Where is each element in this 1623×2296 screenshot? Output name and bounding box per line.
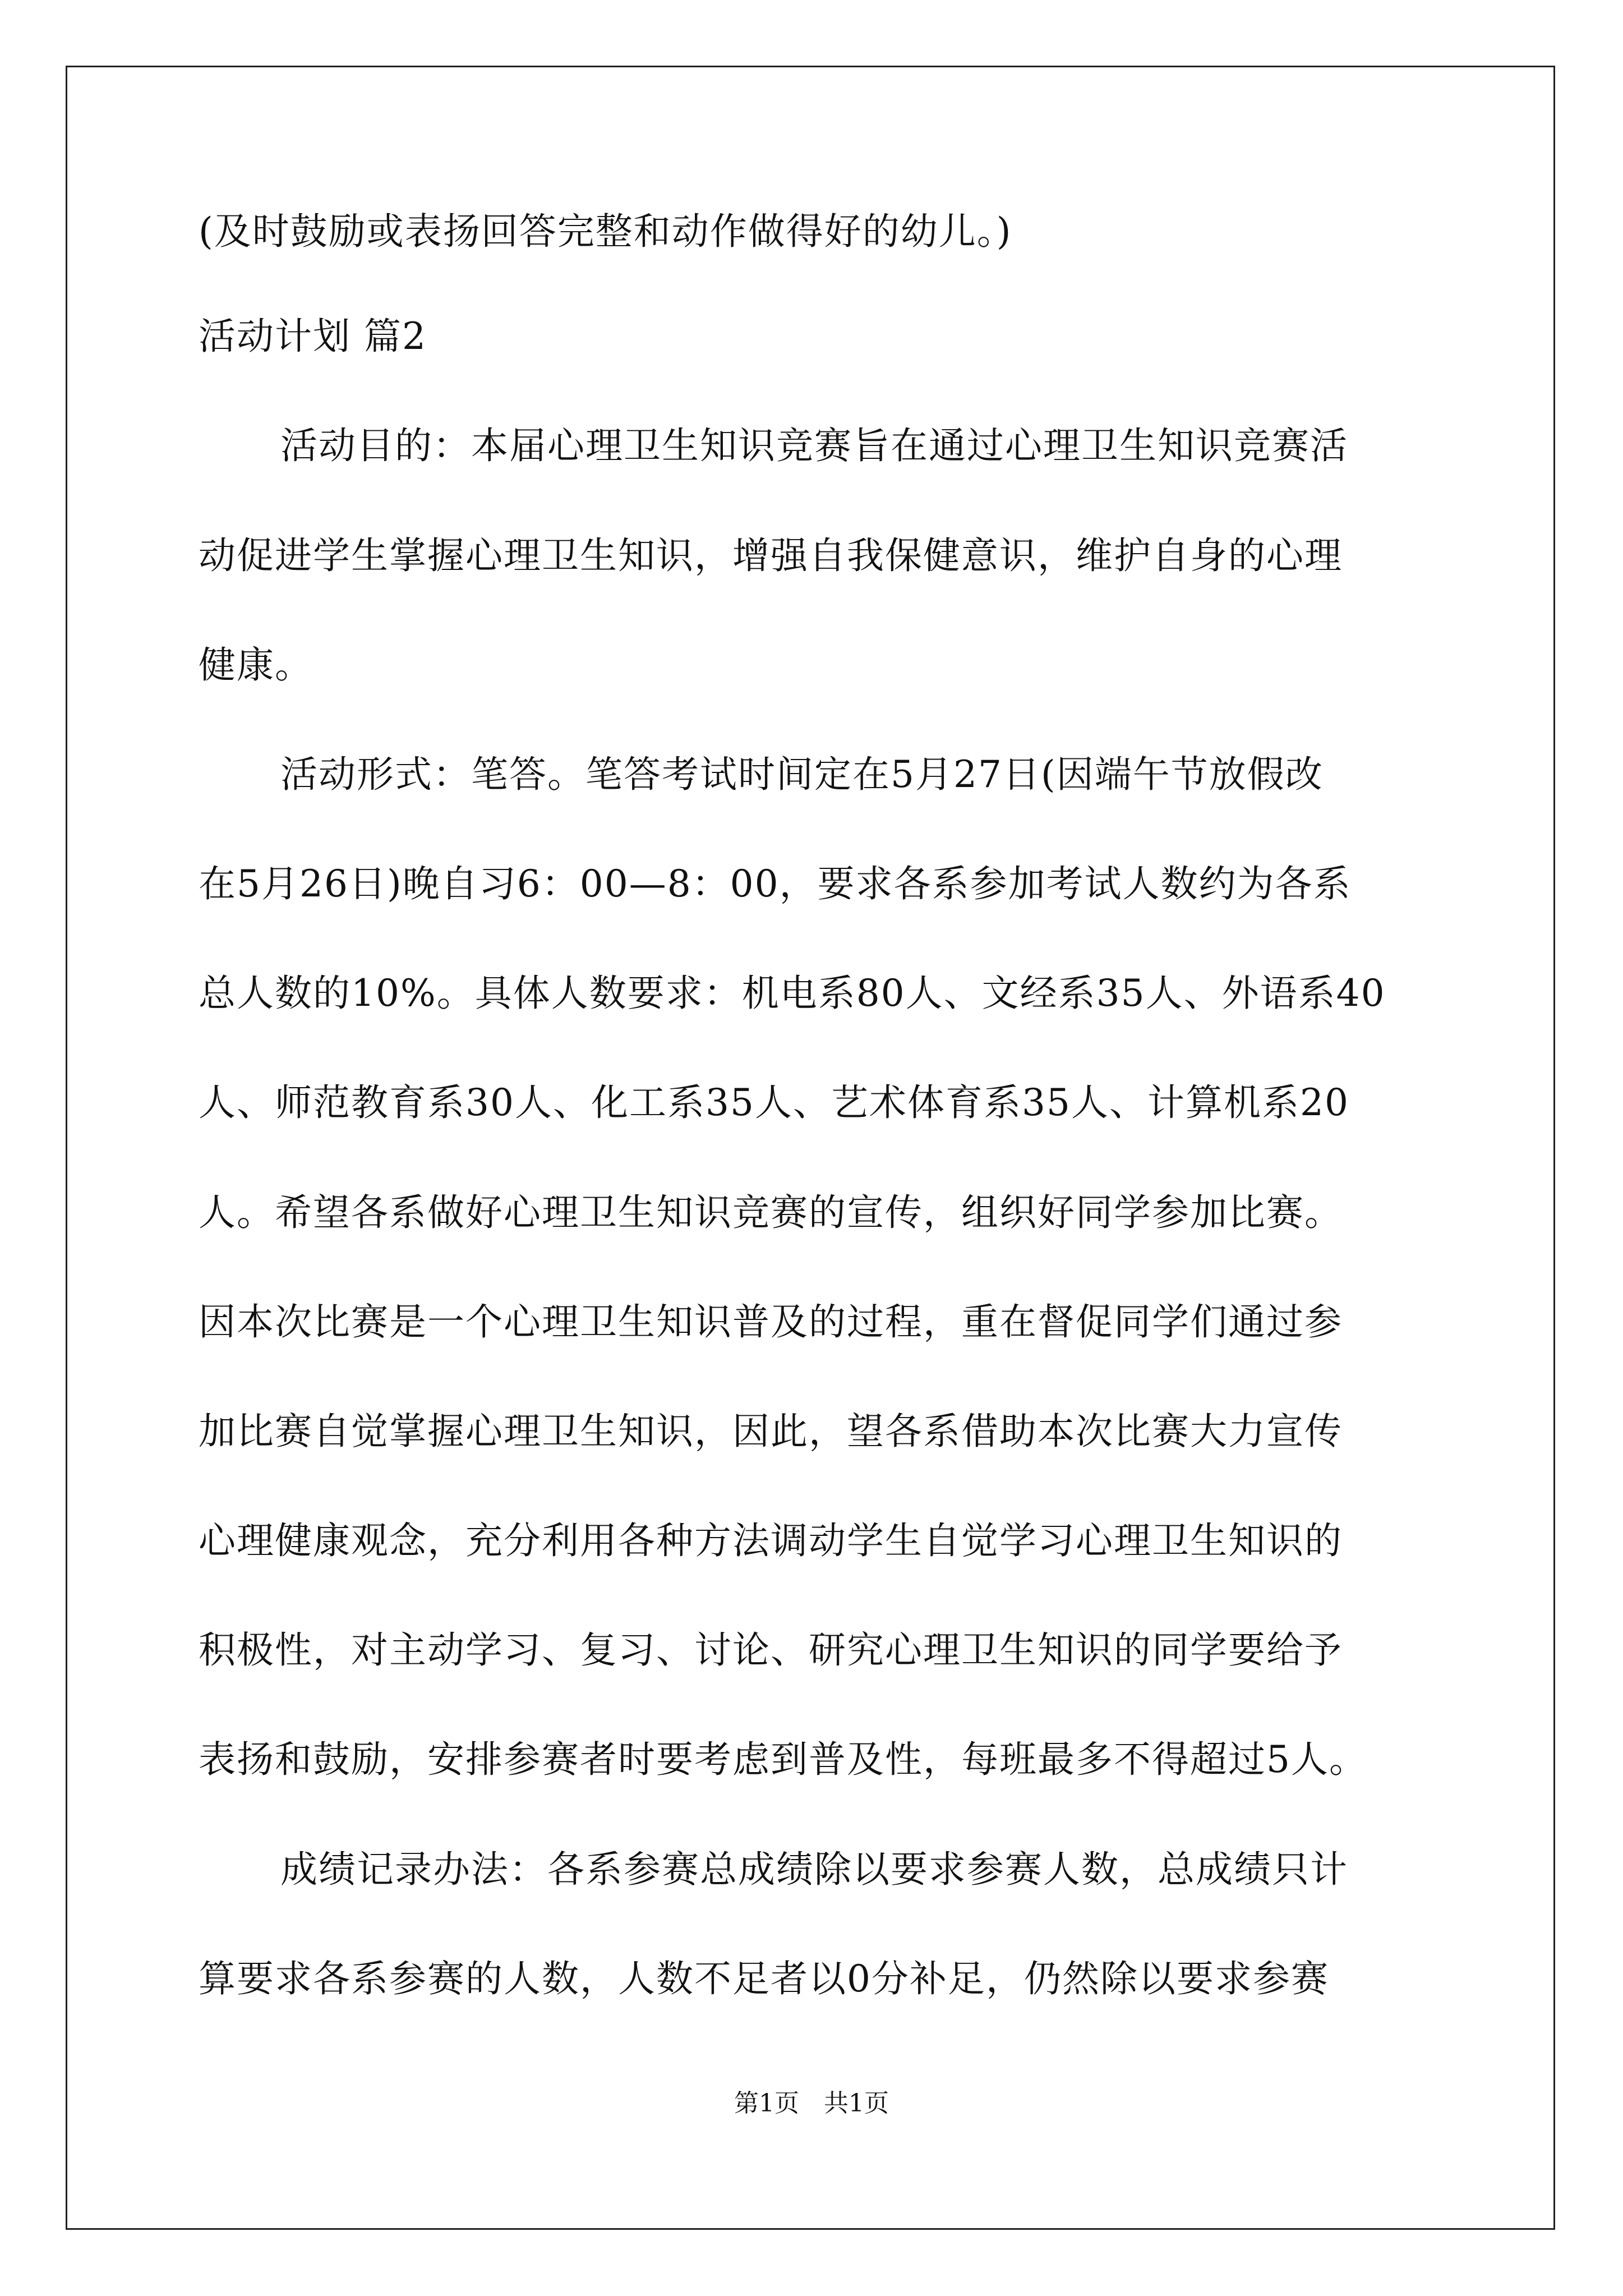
page-number-footer: 第1页 共1页: [734, 2089, 889, 2118]
text-line: 算要求各系参赛的人数，人数不足者以0分补足，仍然除以要求参赛: [199, 1957, 1329, 2000]
text-line: 加比赛自觉掌握心理卫生知识，因此，望各系借助本次比赛大力宣传: [199, 1410, 1343, 1453]
section-heading: 活动计划 篇2: [199, 315, 427, 358]
text-line: 人。希望各系做好心理卫生知识竞赛的宣传，组织好同学参加比赛。: [199, 1191, 1343, 1234]
text-line: 动促进学生掌握心理卫生知识，增强自我保健意识，维护自身的心理: [199, 534, 1343, 577]
paragraph-start: 活动形式：笔答。笔答考试时间定在5月27日(因端午节放假改: [280, 753, 1324, 796]
page-border: [66, 66, 1555, 2230]
text-line: 健康。: [199, 643, 313, 687]
paragraph-start: 成绩记录办法：各系参赛总成绩除以要求参赛人数，总成绩只计: [280, 1848, 1348, 1891]
text-line: 总人数的10%。具体人数要求：机电系80人、文经系35人、外语系40: [199, 972, 1386, 1015]
text-line: 在5月26日)晚自习6：00—8：00，要求各系参加考试人数约为各系: [199, 862, 1352, 905]
text-line: 表扬和鼓励，安排参赛者时要考虑到普及性，每班最多不得超过5人。: [199, 1738, 1367, 1781]
text-line: 心理健康观念，充分利用各种方法调动学生自觉学习心理卫生知识的: [199, 1519, 1343, 1562]
text-line: 人、师范教育系30人、化工系35人、艺术体育系35人、计算机系20: [199, 1081, 1349, 1124]
text-line: 因本次比赛是一个心理卫生知识普及的过程，重在督促同学们通过参: [199, 1300, 1343, 1343]
text-line: 积极性，对主动学习、复习、讨论、研究心理卫生知识的同学要给予: [199, 1628, 1343, 1672]
text-line: (及时鼓励或表扬回答完整和动作做得好的幼儿。): [199, 210, 1012, 253]
paragraph-start: 活动目的：本届心理卫生知识竞赛旨在通过心理卫生知识竞赛活: [280, 424, 1348, 467]
